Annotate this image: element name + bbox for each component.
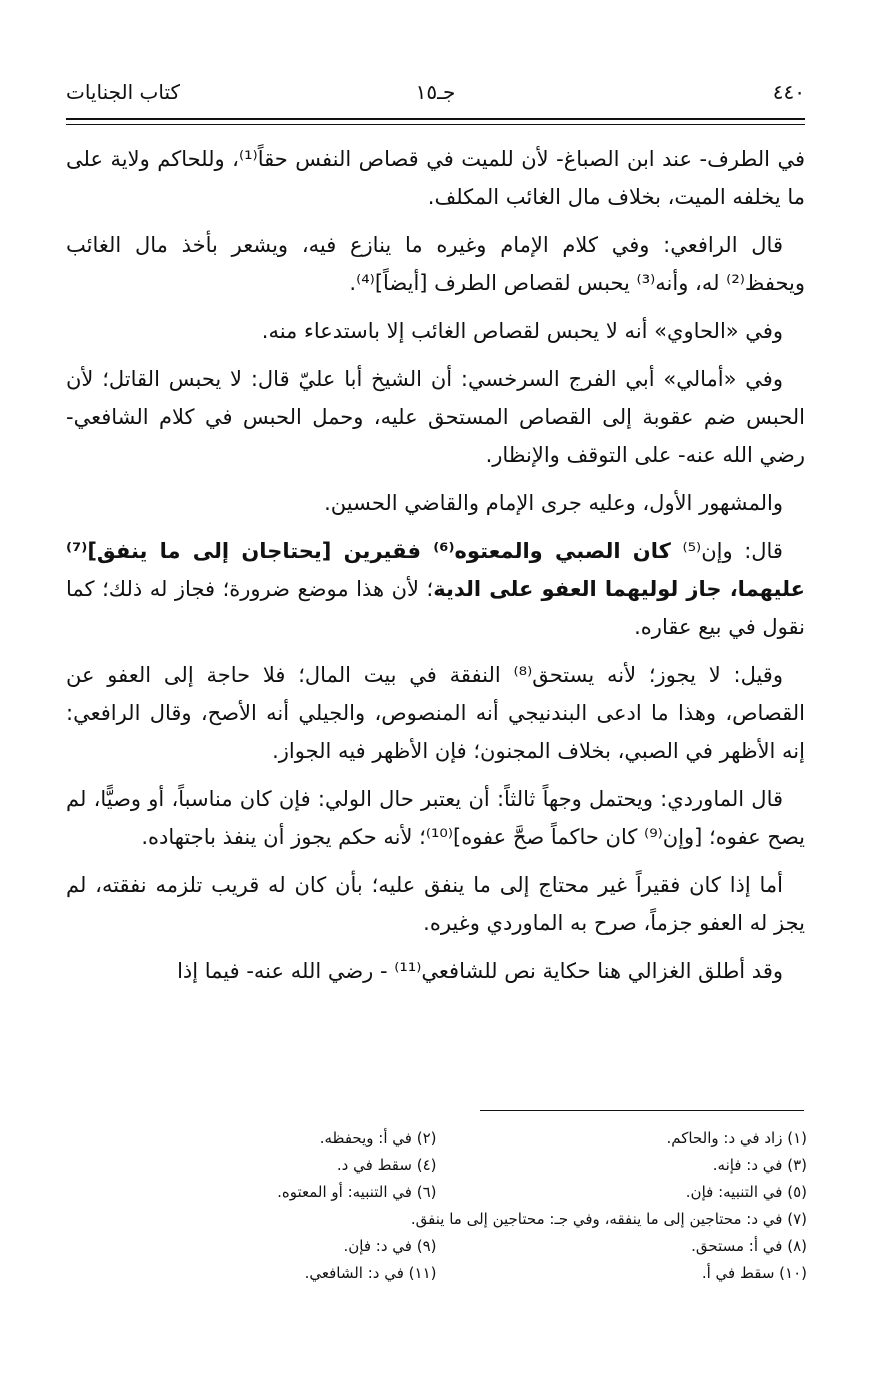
matn-intro: قال: وإن⁽⁵⁾ bbox=[670, 539, 783, 563]
header-rule-thick bbox=[66, 118, 805, 120]
paragraph: قال الرافعي: وفي كلام الإمام وغيره ما ينازع فيه، ويشعر بأخذ مال الغائب ويحفظ⁽²⁾ له، وأنه⁽³⁾ يحبس لقصاص الطرف [أيضاً]⁽⁴⁾. bbox=[66, 233, 805, 295]
footnote-11: (١١) في د: الشافعي. bbox=[304, 1264, 437, 1282]
footnote-1: (١) زاد في د: والحاكم. bbox=[666, 1129, 807, 1147]
paragraph: أما إذا كان فقيراً غير محتاج إلى ما ينفق عليه؛ بأن كان له قريب تلزمه نفقته، لم يجز له العفو جزماً، صرح به الماوردي وغيره. bbox=[66, 873, 805, 935]
matn-commentary: ؛ لأن هذا موضع ضرورة؛ فجاز له ذلك؛ كما نقول في بيع عقاره. bbox=[66, 577, 805, 639]
footnotes bbox=[66, 1125, 807, 1287]
footnote-10: (١٠) سقط في أ. bbox=[701, 1264, 807, 1282]
footnote-7: (٧) في د: محتاجين إلى ما ينفقه، وفي جـ: محتاجين إلى ما ينفق. bbox=[410, 1210, 807, 1228]
footnote-9: (٩) في د: فإن. bbox=[343, 1237, 437, 1255]
paragraph: وقد أطلق الغزالي هنا حكاية نص للشافعي⁽¹¹⁾ - رضي الله عنه- فيما إذا bbox=[177, 959, 783, 983]
paragraph: والمشهور الأول، وعليه جرى الإمام والقاضي الحسين. bbox=[324, 491, 783, 515]
running-header bbox=[66, 80, 805, 114]
footnote-6: (٦) في التنبيه: أو المعتوه. bbox=[277, 1183, 437, 1201]
paragraph: في الطرف- عند ابن الصباغ- لأن للميت في قصاص النفس حقاً⁽¹⁾، وللحاكم ولاية على ما يخلفه الميت، بخلاف مال الغائب المكلف. bbox=[66, 147, 805, 209]
paragraph: وفي «أمالي» أبي الفرج السرخسي: أن الشيخ أبا عليّ قال: لا يحبس القاتل؛ لأن الحبس ضم عقوبة إلى القصاص المستحق عليه، وحمل الحبس في كلام الشافعي-رضي الله عنه- على التوقف والإنظار. bbox=[66, 367, 805, 467]
footnote-4: (٤) سقط في د. bbox=[336, 1156, 437, 1174]
footnote-5: (٥) في التنبيه: فإن. bbox=[685, 1183, 807, 1201]
paragraph: وفي «الحاوي» أنه لا يحبس لقصاص الغائب إلا باستدعاء منه. bbox=[261, 319, 783, 343]
footnote-3: (٣) في د: فإنه. bbox=[712, 1156, 807, 1174]
matn-bold-text: كان الصبي والمعتوه⁽⁶⁾ فقيرين [يحتاجان إلى ما ينفق]⁽⁷⁾ عليهما، جاز لوليهما العفو على الدية bbox=[66, 539, 805, 601]
main-text bbox=[66, 140, 805, 1090]
volume-label: جـ١٥ bbox=[415, 80, 456, 104]
paragraph: قال الماوردي: ويحتمل وجهاً ثالثاً: أن يعتبر حال الولي: فإن كان مناسباً، أو وصيًّا، لم يصح عفوه؛ [وإن⁽⁹⁾ كان حاكماً صحَّ عفوه]⁽¹⁰⁾؛ لأنه حكم يجوز أن ينفذ باجتهاده. bbox=[66, 787, 805, 849]
footnote-separator bbox=[480, 1110, 804, 1111]
header-rule-thin bbox=[66, 124, 805, 125]
book-title: كتاب الجنايات bbox=[66, 80, 181, 104]
footnote-8: (٨) في أ: مستحق. bbox=[691, 1237, 807, 1255]
footnote-2: (٢) في أ: ويحفظه. bbox=[319, 1129, 437, 1147]
page-number: ٤٤٠ bbox=[772, 80, 805, 104]
paragraph: وقيل: لا يجوز؛ لأنه يستحق⁽⁸⁾ النفقة في بيت المال؛ فلا حاجة إلى العفو عن القصاص، وهذا ما ادعى البندنيجي أنه المنصوص، والجيلي أنه الأصح، وقال الرافعي: إنه الأظهر في الصبي، بخلاف المجنون؛ فإن الأظهر فيه الجواز. bbox=[66, 663, 805, 763]
paragraph-matn bbox=[66, 532, 805, 646]
